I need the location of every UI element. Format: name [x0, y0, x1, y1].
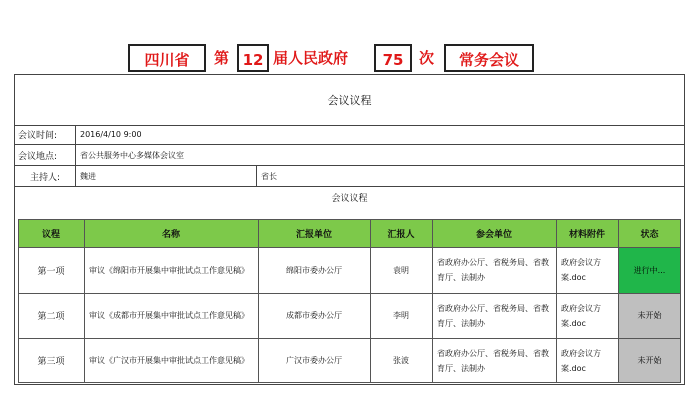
host-name: 魏进 — [80, 171, 96, 181]
status-badge: 未开始 — [618, 293, 681, 338]
row-name: 审议《广汉市开展集中审批试点工作意见稿》 — [89, 356, 249, 365]
col-header-reporter: 汇报人 — [370, 219, 432, 247]
meeting-title — [0, 44, 700, 74]
row-attachment-link[interactable]: 政府会议方案.doc — [561, 258, 601, 282]
row-name: 审议《成都市开展集中审批试点工作意见稿》 — [89, 311, 249, 320]
row-attachment-link[interactable]: 政府会议方案.doc — [561, 348, 601, 373]
row-unit: 广汉市委办公厅 — [286, 356, 342, 365]
agenda-sheet — [14, 74, 685, 385]
status-badge: 进行中... — [618, 247, 681, 293]
host-title: 省长 — [261, 171, 277, 181]
col-header-participants: 参会单位 — [432, 219, 556, 247]
meeting-type-box: 常务会议 — [444, 44, 534, 72]
time-label: 会议时间: — [18, 131, 58, 141]
section-heading: 会议议程 — [331, 193, 368, 204]
row-participants: 省政府办公厅、省税务局、省教育厅、法制办 — [437, 258, 549, 282]
row-unit: 成都市委办公厅 — [286, 311, 342, 320]
title-ci: 次 — [419, 49, 435, 67]
row-item: 第一项 — [37, 266, 65, 277]
session-number-box: 12 — [237, 44, 269, 72]
row-attachment-link[interactable]: 政府会议方案.doc — [561, 303, 601, 328]
col-header-name: 名称 — [84, 219, 258, 247]
meeting-number-box: 75 — [374, 44, 412, 72]
host-label: 主持人: — [29, 172, 61, 183]
title-government: 届人民政府 — [273, 49, 349, 67]
row-reporter: 李明 — [393, 311, 409, 320]
agenda-table — [18, 219, 681, 383]
row-item: 第二项 — [37, 312, 65, 322]
col-header-attachment: 材料附件 — [556, 219, 618, 247]
row-item: 第三项 — [37, 357, 65, 367]
row-reporter: 袁明 — [393, 265, 409, 275]
col-header-status: 状态 — [618, 219, 681, 247]
location-value: 省公共服务中心多媒体会议室 — [80, 150, 184, 160]
title-di: 第 — [214, 49, 230, 67]
agenda-heading: 会议议程 — [327, 94, 372, 107]
col-header-unit: 汇报单位 — [258, 219, 370, 247]
row-unit: 绵阳市委办公厅 — [286, 265, 342, 275]
time-value: 2016/4/10 9:00 — [80, 130, 142, 139]
col-header-item: 议程 — [18, 219, 84, 247]
row-name: 审议《绵阳市开展集中审批试点工作意见稿》 — [89, 265, 249, 275]
location-label: 会议地点: — [18, 151, 58, 162]
row-reporter: 张波 — [393, 356, 409, 365]
province-box: 四川省 — [128, 44, 206, 72]
row-participants: 省政府办公厅、省税务局、省教育厅、法制办 — [437, 303, 549, 328]
status-badge: 未开始 — [618, 338, 681, 383]
row-participants: 省政府办公厅、省税务局、省教育厅、法制办 — [437, 348, 549, 373]
